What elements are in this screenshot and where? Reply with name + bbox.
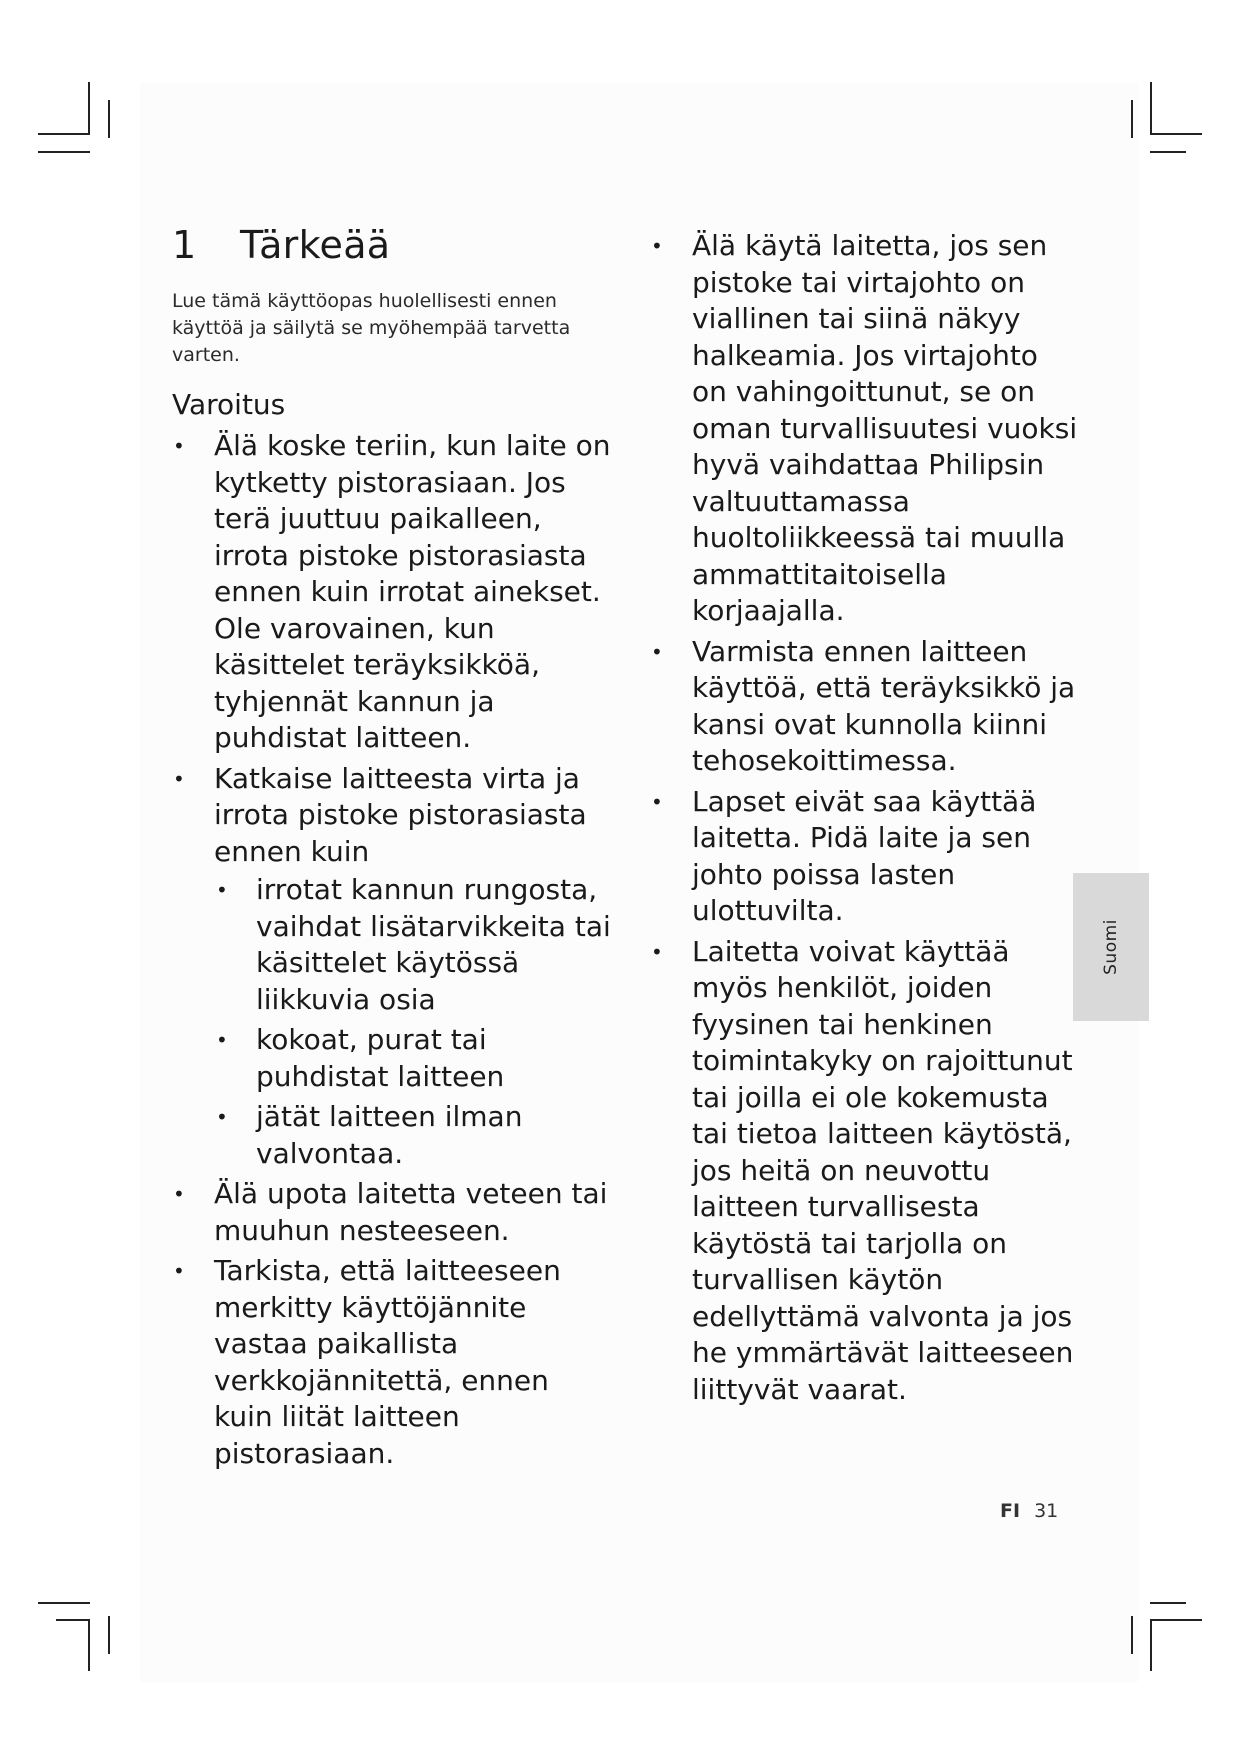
- warning-list-left: [172, 428, 612, 1472]
- crop-mark: [1150, 133, 1202, 135]
- left-column: [172, 428, 612, 1476]
- list-item: [650, 934, 1080, 1409]
- crop-mark: [1131, 100, 1133, 138]
- sub-list-item: [214, 1022, 612, 1095]
- crop-mark: [108, 1616, 110, 1654]
- list-item: [172, 761, 612, 1173]
- crop-mark: [1150, 151, 1186, 153]
- intro-text: Lue tämä käyttöopas huolellisesti ennen käyttöä ja säilytä se myöhempää tarvetta varten.: [172, 290, 571, 366]
- crop-mark: [38, 133, 90, 135]
- crop-mark: [38, 1602, 90, 1604]
- right-column: [650, 228, 1080, 1412]
- list-item-text: • Laitetta voivat käyttää myös henkilöt, joiden fyysinen tai henkinen toimintakyky on rajoittunut tai joilla ei ole kokemusta tai tietoa laitteen käytöstä, jos heitä on neuvottu laitteen turvallisesta käytöstä tai tarjolla on turvallisen käytön edellyttämä valvonta ja jos he ymmärtävät laitteeseen liittyvät vaarat.: [692, 934, 1074, 1406]
- crop-mark: [1150, 82, 1152, 134]
- page-footer: [1000, 1500, 1058, 1522]
- crop-mark: [108, 100, 110, 138]
- footer-language-code: FI: [1000, 1500, 1021, 1522]
- crop-mark: [56, 1619, 90, 1621]
- crop-mark: [38, 151, 90, 153]
- crop-mark: [88, 82, 90, 134]
- list-item-text: • Älä upota laitetta veteen tai muuhun nesteeseen.: [214, 1177, 608, 1247]
- list-item-text: • Varmista ennen laitteen käyttöä, että teräyksikkö ja kansi ovat kunnolla kiinni tehosekoittimessa.: [692, 634, 1076, 777]
- crop-mark: [88, 1619, 90, 1671]
- chapter-number: 1: [172, 223, 197, 267]
- crop-mark: [1150, 1602, 1186, 1604]
- crop-mark: [1150, 1619, 1202, 1621]
- list-item: [172, 428, 612, 757]
- sub-list-item: [214, 872, 612, 1018]
- list-item: [650, 634, 1080, 780]
- list-item: [172, 1176, 612, 1249]
- chapter-heading: [172, 222, 390, 268]
- language-side-tab: [1073, 873, 1149, 1021]
- warning-list-right: [650, 228, 1080, 1408]
- list-item: [172, 1253, 612, 1472]
- list-item-text: • Tarkista, että laitteeseen merkitty käyttöjännite vastaa paikallista verkkojännitettä, ennen kuin liität laitteen pistorasiaan.: [214, 1254, 561, 1470]
- chapter-title: Tärkeää: [240, 223, 391, 267]
- list-item-text: • Katkaise laitteesta virta ja irrota pistoke pistorasiasta ennen kuin: [214, 761, 587, 868]
- crop-mark: [1131, 1616, 1133, 1654]
- list-item-text: • Älä käytä laitetta, jos sen pistoke tai virtajohto on viallinen tai siinä näkyy halkeamia. Jos virtajohto on vahingoittunut, se on oman turvallisuutesi vuoksi hyvä vaihdattaa Philipsin valtuuttamassa huoltoliikkeessä tai muulla ammattitaitoisella korjaajalla.: [692, 229, 1078, 627]
- sub-list-item: [214, 1099, 612, 1172]
- sub-list-item-text: • jätät laitteen ilman valvontaa.: [256, 1100, 523, 1170]
- list-item-text: • Lapset eivät saa käyttää laitetta. Pidä laite ja sen johto poissa lasten ulottuvilta.: [692, 784, 1037, 927]
- page-number: 31: [1034, 1500, 1059, 1522]
- crop-mark: [1150, 1619, 1152, 1671]
- language-tab-label: Suomi: [1101, 919, 1121, 975]
- sub-list-item-text: • kokoat, purat tai puhdistat laitteen: [256, 1023, 505, 1093]
- warning-heading: Varoitus: [172, 388, 286, 421]
- list-item: [650, 784, 1080, 930]
- sub-list-item-text: • irrotat kannun rungosta, vaihdat lisätarvikkeita tai käsittelet käytössä liikkuvia osia: [256, 873, 611, 1016]
- list-item-text: • Älä koske teriin, kun laite on kytketty pistorasiaan. Jos terä juuttuu paikalleen, irrota pistoke pistorasiasta ennen kuin irrotat ainekset. Ole varovainen, kun käsittelet teräyksikköä, tyhjennät kannun ja puhdistat laitteen.: [214, 429, 611, 754]
- list-item: [650, 228, 1080, 630]
- sub-list: [214, 872, 612, 1172]
